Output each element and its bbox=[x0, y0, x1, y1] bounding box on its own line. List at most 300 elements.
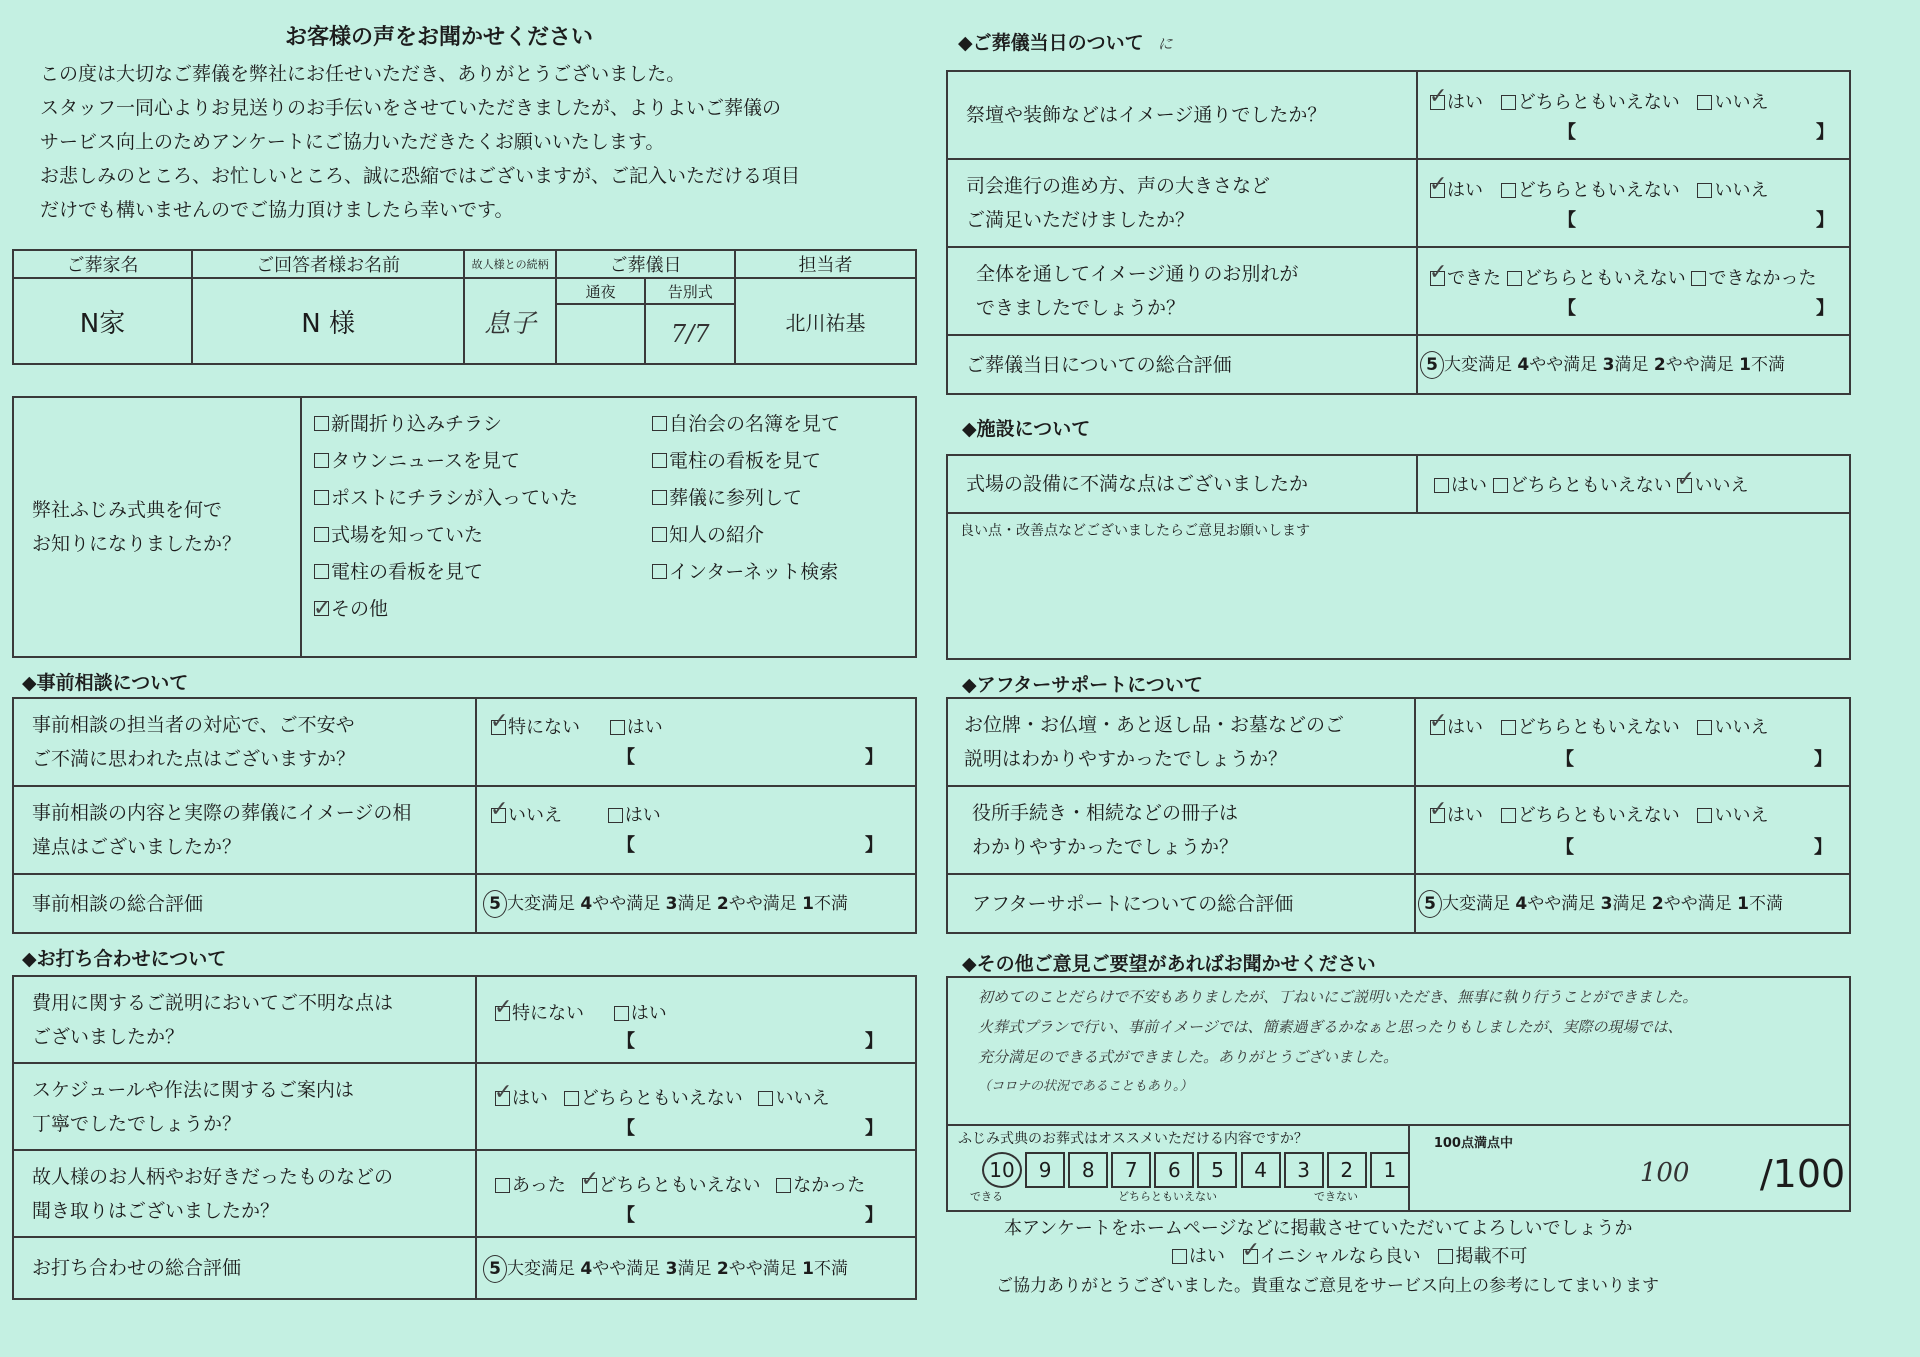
scale-5[interactable]: 5 bbox=[1197, 1152, 1237, 1188]
answer-option[interactable] bbox=[1501, 180, 1680, 201]
option-label: いいえ bbox=[1694, 475, 1749, 496]
rating-2[interactable]: 2 bbox=[1651, 894, 1664, 914]
checkbox-checked[interactable] bbox=[494, 994, 513, 1021]
option-label: どちらともいえない bbox=[1523, 268, 1686, 289]
option-label: 掲載不可 bbox=[1455, 1246, 1528, 1267]
checkbox[interactable] bbox=[1697, 720, 1712, 735]
question-line: ご満足いただけましたか？ bbox=[966, 209, 1195, 231]
staff-value: 北川祐基 bbox=[735, 278, 916, 364]
pre-consult-q2 bbox=[13, 786, 476, 874]
option-label: いいえ bbox=[1714, 717, 1769, 738]
source-table bbox=[12, 396, 917, 658]
checkbox[interactable] bbox=[758, 1091, 773, 1106]
checkbox[interactable] bbox=[564, 1091, 579, 1106]
check-mark-icon: ✓ bbox=[1429, 171, 1448, 197]
checkbox[interactable] bbox=[1697, 183, 1712, 198]
option-label: いいえ bbox=[1714, 92, 1769, 113]
answer-option[interactable] bbox=[1676, 466, 1749, 496]
answer-option[interactable] bbox=[1429, 259, 1501, 289]
question-line: ご不満に思われた点はございますか？ bbox=[32, 748, 356, 770]
rating-label: 不満 bbox=[1751, 355, 1785, 375]
option-label: いいえ bbox=[1714, 805, 1769, 826]
rating-5-circled[interactable] bbox=[1418, 890, 1442, 918]
source-option[interactable] bbox=[652, 480, 840, 517]
answer-option[interactable] bbox=[1434, 475, 1487, 496]
section-facility: ◆施設について bbox=[962, 418, 1091, 440]
section-day-label: ◆ご葬儀当日のついて bbox=[958, 32, 1144, 54]
checkbox[interactable] bbox=[1507, 271, 1522, 286]
section-other: ◆その他ご意見ご要望があればお聞かせください bbox=[962, 953, 1376, 975]
checkbox-checked[interactable] bbox=[490, 796, 509, 823]
scale-label-mid: どちらともいえない bbox=[1118, 1190, 1217, 1203]
rating-label: 不満 bbox=[814, 1258, 848, 1279]
option-label: 新聞折り込みチラシ bbox=[331, 413, 503, 435]
source-option[interactable] bbox=[314, 591, 578, 628]
option-label: いいえ bbox=[1714, 180, 1769, 201]
answer-option[interactable] bbox=[1697, 180, 1768, 201]
option-label: その他 bbox=[331, 598, 389, 620]
check-mark-icon: ✓ bbox=[1241, 1237, 1261, 1263]
score-label: 100点満点中 bbox=[1433, 1136, 1513, 1151]
scale-10-circled[interactable]: 10 bbox=[982, 1152, 1022, 1188]
checkbox-checked[interactable] bbox=[1241, 1237, 1261, 1264]
answer-option[interactable] bbox=[1429, 708, 1483, 738]
answer-option[interactable] bbox=[494, 1079, 548, 1109]
day-q2 bbox=[947, 159, 1417, 247]
option-label: どちらともいえない bbox=[580, 1088, 743, 1109]
source-question bbox=[13, 397, 301, 657]
answer-option[interactable] bbox=[1429, 796, 1483, 826]
pre-consult-rating bbox=[476, 874, 916, 933]
comment-line: 充分満足のできる式ができました。ありがとうございました。 bbox=[978, 1048, 1399, 1066]
meeting-q2 bbox=[13, 1063, 476, 1150]
rating-3[interactable]: 3 bbox=[1600, 894, 1613, 914]
farewell-value: 7/7 bbox=[645, 304, 735, 364]
scale-4[interactable]: 4 bbox=[1241, 1152, 1281, 1188]
checkbox[interactable] bbox=[610, 720, 625, 735]
check-mark-icon: ✓ bbox=[1429, 708, 1448, 734]
rating-1[interactable]: 1 bbox=[802, 894, 814, 914]
question-line: 役所手続き・相続などの冊子は bbox=[972, 802, 1239, 824]
checkbox[interactable] bbox=[1501, 808, 1516, 823]
checkbox-checked[interactable] bbox=[494, 1079, 513, 1106]
option-label: イニシャルなら良い bbox=[1259, 1246, 1421, 1267]
question-line: わかりやすかったでしょうか？ bbox=[972, 836, 1239, 858]
option-label: どちらともいえない bbox=[598, 1175, 761, 1196]
pre-consult-overall: 事前相談の総合評価 bbox=[13, 874, 476, 933]
check-mark-icon: ✓ bbox=[490, 708, 509, 734]
publish-option-initial[interactable] bbox=[1241, 1237, 1421, 1267]
rating-label: やや満足 bbox=[1527, 894, 1596, 914]
intro-line: スタッフ一同心よりお見送りのお手伝いをさせていただきましたが、よりよいご葬儀の bbox=[40, 97, 782, 119]
rating-label: 大変満足 bbox=[1444, 355, 1512, 375]
bracket-close: 】 bbox=[1816, 210, 1834, 231]
bracket-open: 【 bbox=[1558, 210, 1576, 231]
bracket-open: 【 bbox=[617, 835, 635, 856]
checkbox[interactable] bbox=[652, 416, 667, 431]
option-label: いいえ bbox=[775, 1088, 830, 1109]
answer-option[interactable] bbox=[776, 1175, 865, 1196]
checkbox[interactable] bbox=[1438, 1249, 1453, 1264]
bracket-open: 【 bbox=[617, 1031, 635, 1052]
rating-5-circled[interactable] bbox=[483, 1255, 507, 1283]
checkbox[interactable] bbox=[1697, 95, 1712, 110]
checkbox[interactable] bbox=[314, 564, 329, 579]
option-label: はい bbox=[1189, 1246, 1225, 1267]
meeting-table bbox=[12, 975, 917, 1300]
score-cell bbox=[1409, 1125, 1850, 1211]
rating-4[interactable]: 4 bbox=[580, 1258, 593, 1279]
answer-option[interactable] bbox=[564, 1088, 743, 1109]
answer-option[interactable] bbox=[494, 994, 584, 1024]
publish-option-yes[interactable] bbox=[1172, 1246, 1225, 1267]
rating-label: 満足 bbox=[677, 1258, 712, 1279]
staff-label: 担当者 bbox=[735, 250, 916, 278]
pre-consult-a2 bbox=[476, 786, 916, 874]
meeting-q3 bbox=[13, 1150, 476, 1237]
option-label: はい bbox=[630, 1003, 667, 1024]
option-label: 電柱の看板を見て bbox=[331, 561, 484, 583]
answer-option[interactable] bbox=[1501, 717, 1680, 738]
bracket-open: 【 bbox=[1558, 122, 1576, 143]
scale-7[interactable]: 7 bbox=[1111, 1152, 1151, 1188]
checkbox-checked[interactable] bbox=[580, 1166, 599, 1193]
scale-labels bbox=[948, 1188, 1408, 1202]
option-label: ポストにチラシが入っていた bbox=[331, 487, 579, 509]
bracket-close: 】 bbox=[1816, 298, 1834, 319]
meeting-a3 bbox=[476, 1150, 916, 1237]
answer-option[interactable] bbox=[608, 805, 661, 826]
option-label: はい bbox=[624, 805, 661, 826]
checkbox-checked[interactable] bbox=[1429, 171, 1448, 198]
meeting-overall: お打ち合わせの総合評価 bbox=[13, 1237, 476, 1299]
rating-5-circled[interactable] bbox=[483, 890, 507, 918]
bracket-open: 【 bbox=[1556, 749, 1574, 770]
check-mark-icon: ✓ bbox=[490, 796, 509, 822]
checkbox[interactable] bbox=[1172, 1249, 1187, 1264]
question-line: お位牌・お仏壇・あと返し品・お墓などのご bbox=[964, 714, 1345, 736]
question-line: 丁寧でしたでしょうか？ bbox=[32, 1112, 242, 1135]
meeting-a2 bbox=[476, 1063, 916, 1150]
option-label: はい bbox=[1447, 717, 1483, 738]
bracket-open: 【 bbox=[617, 1118, 635, 1139]
other-table bbox=[946, 976, 1851, 1212]
source-question-line: お知りになりましたか？ bbox=[32, 533, 242, 555]
option-label: 葬儀に参列して bbox=[669, 487, 803, 509]
rating-2[interactable]: 2 bbox=[716, 894, 729, 914]
after-a1 bbox=[1415, 698, 1850, 786]
checkbox[interactable] bbox=[495, 1178, 510, 1193]
answer-option[interactable] bbox=[490, 796, 562, 826]
day-a2 bbox=[1417, 159, 1850, 247]
info-table bbox=[12, 249, 917, 365]
scale-8[interactable]: 8 bbox=[1068, 1152, 1108, 1188]
day-overall: ご葬儀当日についての総合評価 bbox=[947, 335, 1417, 394]
rating-1[interactable]: 1 bbox=[1737, 894, 1749, 914]
option-label: 特にない bbox=[508, 717, 580, 738]
scale-3[interactable]: 3 bbox=[1284, 1152, 1324, 1188]
checkbox[interactable] bbox=[1501, 95, 1516, 110]
rating-label: やや満足 bbox=[1665, 355, 1734, 375]
option-label: あった bbox=[512, 1175, 566, 1196]
answer-option[interactable] bbox=[758, 1088, 829, 1109]
option-label: はい bbox=[1447, 805, 1483, 826]
question-line: 祭壇や装飾などはイメージ通りでしたか？ bbox=[966, 104, 1327, 126]
section-day bbox=[958, 28, 1173, 55]
section-meeting: ◆お打ち合わせについて bbox=[22, 948, 227, 970]
recommend-question: ふじみ式典のお葬式はオススメいただける内容ですか？ bbox=[958, 1131, 1308, 1147]
rating-label: 大変満足 bbox=[1442, 894, 1510, 914]
checkbox[interactable] bbox=[314, 527, 329, 542]
checkbox[interactable] bbox=[652, 453, 667, 468]
comment-line: 初めてのことだらけで不安もありましたが、丁ねいにご説明いただき、無事に執り行うことができました。 bbox=[978, 988, 1698, 1006]
bracket-open: 【 bbox=[1556, 837, 1574, 858]
day-q1 bbox=[947, 71, 1417, 159]
bracket-close: 】 bbox=[1816, 122, 1834, 143]
checkbox[interactable] bbox=[652, 527, 667, 542]
rating-label: 大変満足 bbox=[507, 894, 575, 914]
rating-4[interactable]: 4 bbox=[1517, 355, 1530, 375]
checkbox[interactable] bbox=[652, 490, 667, 505]
bracket-close: 】 bbox=[865, 747, 883, 768]
question-line: 司会進行の進め方、声の大きさなど bbox=[966, 175, 1271, 197]
checkbox-checked[interactable] bbox=[1676, 466, 1695, 493]
checkbox-checked[interactable] bbox=[1429, 259, 1448, 286]
score-max: /100 bbox=[1759, 1152, 1846, 1196]
checkbox[interactable] bbox=[314, 416, 329, 431]
question-line: 聞き取りはございましたか？ bbox=[32, 1199, 280, 1222]
check-mark-icon: ✓ bbox=[1676, 466, 1695, 492]
rating-3[interactable]: 3 bbox=[1602, 355, 1615, 375]
rating-label: 不満 bbox=[1749, 894, 1783, 914]
day-q3 bbox=[947, 247, 1417, 335]
answer-option[interactable] bbox=[1697, 717, 1768, 738]
option-label: どちらともいえない bbox=[1517, 180, 1680, 201]
answer-option[interactable] bbox=[1429, 171, 1483, 201]
pre-consult-table bbox=[12, 697, 917, 934]
option-label: どちらともいえない bbox=[1517, 805, 1680, 826]
checkbox[interactable] bbox=[1697, 808, 1712, 823]
rating-label: 満足 bbox=[677, 894, 712, 914]
answer-option[interactable] bbox=[495, 1175, 566, 1196]
checkbox[interactable] bbox=[614, 1006, 629, 1021]
option-label: 自治会の名簿を見て bbox=[669, 413, 841, 435]
rating-2[interactable]: 2 bbox=[716, 1258, 729, 1279]
source-option[interactable] bbox=[652, 443, 840, 480]
rating-2[interactable]: 2 bbox=[1653, 355, 1666, 375]
checkbox-checked[interactable] bbox=[1429, 796, 1448, 823]
meeting-q1 bbox=[13, 976, 476, 1063]
bracket-open: 【 bbox=[1558, 298, 1576, 319]
question-line: 違点はございましたか？ bbox=[32, 836, 242, 858]
rating-4[interactable]: 4 bbox=[1515, 894, 1528, 914]
check-mark-icon: ✓ bbox=[494, 1079, 513, 1105]
checkbox[interactable] bbox=[1493, 478, 1508, 493]
check-mark-icon: ✓ bbox=[313, 596, 332, 621]
respondent-value: N 様 bbox=[192, 278, 464, 364]
after-table bbox=[946, 697, 1851, 934]
checkbox[interactable] bbox=[776, 1178, 791, 1193]
rating-label: 満足 bbox=[1614, 355, 1649, 375]
publish-option-no[interactable] bbox=[1438, 1246, 1527, 1267]
check-mark-icon: ✓ bbox=[494, 994, 513, 1020]
source-option[interactable] bbox=[652, 554, 840, 591]
scale-9[interactable]: 9 bbox=[1025, 1152, 1065, 1188]
option-label: どちらともいえない bbox=[1517, 92, 1680, 113]
answer-option[interactable] bbox=[490, 708, 580, 738]
rating-label: やや満足 bbox=[1529, 355, 1598, 375]
answer-option[interactable] bbox=[1691, 268, 1816, 289]
bracket-close: 】 bbox=[865, 1205, 883, 1226]
day-table bbox=[946, 70, 1851, 395]
comment-line: （コロナの状況であることもあり。） bbox=[978, 1079, 1193, 1094]
source-option[interactable] bbox=[652, 517, 840, 554]
rating-1[interactable]: 1 bbox=[802, 1258, 814, 1279]
option-label: インターネット検索 bbox=[669, 561, 839, 583]
rating-4[interactable]: 4 bbox=[580, 894, 593, 914]
day-a1 bbox=[1417, 71, 1850, 159]
rating-label: やや満足 bbox=[592, 1258, 661, 1279]
survey-title: お客様の声をお聞かせください bbox=[285, 25, 594, 50]
answer-option[interactable] bbox=[610, 717, 663, 738]
option-label: はい bbox=[1447, 180, 1483, 201]
option-label: いいえ bbox=[508, 805, 562, 826]
rating-label: やや満足 bbox=[592, 894, 661, 914]
after-overall: アフターサポートについての総合評価 bbox=[947, 874, 1415, 933]
rating-number: 5 bbox=[489, 894, 501, 914]
scale-1[interactable]: 1 bbox=[1370, 1152, 1410, 1188]
after-rating bbox=[1415, 874, 1850, 933]
rating-label: やや満足 bbox=[728, 1258, 797, 1279]
scale-label-left: できる bbox=[970, 1190, 1003, 1203]
bracket-close: 】 bbox=[865, 835, 883, 856]
question-line: できましたでしょうか？ bbox=[976, 297, 1186, 319]
intro-text bbox=[40, 57, 920, 227]
facility-a1 bbox=[1417, 455, 1850, 513]
rating-label: やや満足 bbox=[1663, 894, 1732, 914]
rating-number: 5 bbox=[1424, 894, 1436, 914]
source-option[interactable] bbox=[314, 517, 578, 554]
scale-6[interactable]: 6 bbox=[1154, 1152, 1194, 1188]
rating-label: やや満足 bbox=[728, 894, 797, 914]
checkbox-checked[interactable] bbox=[1429, 708, 1448, 735]
source-option[interactable] bbox=[652, 406, 840, 443]
section-pre-consult: ◆事前相談について bbox=[22, 672, 189, 694]
facility-q1: 式場の設備に不満な点はございましたか bbox=[947, 455, 1417, 513]
question-line: 事前相談の担当者の対応で、ご不安や bbox=[32, 714, 355, 736]
family-label: ご葬家名 bbox=[13, 250, 192, 278]
answer-option[interactable] bbox=[1501, 805, 1680, 826]
scale-label-right: できない bbox=[1314, 1190, 1358, 1203]
option-label: どちらともいえない bbox=[1509, 475, 1672, 496]
question-line: 費用に関するご説明においてご不明な点は bbox=[32, 991, 394, 1014]
checkbox[interactable] bbox=[314, 453, 329, 468]
source-question-line: 弊社ふじみ式典を何で bbox=[32, 499, 223, 521]
checkbox-checked[interactable] bbox=[313, 596, 332, 621]
checkbox[interactable] bbox=[608, 808, 623, 823]
source-option[interactable] bbox=[314, 554, 578, 591]
wake-value bbox=[556, 304, 646, 364]
facility-comment-box[interactable] bbox=[947, 513, 1850, 659]
option-label: なかった bbox=[793, 1175, 866, 1196]
option-label: できなかった bbox=[1708, 268, 1817, 289]
rating-number: 5 bbox=[489, 1258, 501, 1279]
relation-label: 故人様との続柄 bbox=[464, 250, 556, 278]
checkbox-checked[interactable] bbox=[1429, 83, 1448, 110]
option-label: どちらともいえない bbox=[1517, 717, 1680, 738]
answer-option[interactable] bbox=[1429, 83, 1483, 113]
checkbox-checked[interactable] bbox=[490, 708, 509, 735]
source-options bbox=[301, 397, 916, 657]
rating-3[interactable]: 3 bbox=[665, 894, 678, 914]
option-label: はい bbox=[626, 717, 663, 738]
bracket-close: 】 bbox=[1814, 749, 1832, 770]
checkbox[interactable] bbox=[314, 490, 329, 505]
recommend-cell bbox=[947, 1125, 1409, 1211]
source-option[interactable] bbox=[314, 480, 578, 517]
check-mark-icon: ✓ bbox=[1429, 796, 1448, 822]
score-value[interactable]: 100 bbox=[1639, 1158, 1690, 1188]
rating-3[interactable]: 3 bbox=[665, 1258, 678, 1279]
checkbox[interactable] bbox=[1434, 478, 1449, 493]
facility-table bbox=[946, 454, 1851, 660]
checkbox[interactable] bbox=[652, 564, 667, 579]
section-after: ◆アフターサポートについて bbox=[962, 674, 1203, 696]
bracket-close: 】 bbox=[865, 1031, 883, 1052]
answer-option[interactable] bbox=[580, 1166, 761, 1196]
question-line: 故人様のお人柄やお好きだったものなどの bbox=[32, 1165, 394, 1188]
rating-1[interactable]: 1 bbox=[1739, 355, 1751, 375]
checkbox[interactable] bbox=[1501, 183, 1516, 198]
bracket-open: 【 bbox=[617, 1205, 635, 1226]
handwritten-note: に bbox=[1157, 35, 1173, 53]
facility-comment-label: 良い点・改善点などございましたらご意見お願いします bbox=[960, 523, 1310, 539]
answer-option[interactable] bbox=[1493, 475, 1672, 496]
checkbox[interactable] bbox=[1501, 720, 1516, 735]
thanks-text: ご協力ありがとうございました。貴重なご意見をサービス向上の参考にしてまいります bbox=[996, 1276, 1659, 1296]
answer-option[interactable] bbox=[1697, 92, 1768, 113]
publish-question: 本アンケートをホームページなどに掲載させていただいてよろしいでしょうか bbox=[1004, 1218, 1633, 1239]
checkbox[interactable] bbox=[1691, 271, 1706, 286]
question-line: スケジュールや作法に関するご案内は bbox=[32, 1078, 354, 1101]
source-option[interactable] bbox=[314, 443, 578, 480]
intro-line: お悲しみのところ、お忙しいところ、誠に恐縮ではございますが、ご記入いただける項目 bbox=[40, 165, 801, 187]
other-comment-box[interactable] bbox=[947, 977, 1850, 1125]
check-mark-icon: ✓ bbox=[1429, 259, 1448, 285]
answer-option[interactable] bbox=[1501, 92, 1680, 113]
question-line: 事前相談の内容と実際の葬儀にイメージの相 bbox=[32, 802, 412, 824]
pre-consult-a1 bbox=[476, 698, 916, 786]
rating-label: 大変満足 bbox=[507, 1258, 575, 1279]
answer-option[interactable] bbox=[1697, 805, 1768, 826]
answer-option[interactable] bbox=[614, 1003, 667, 1024]
source-option[interactable] bbox=[314, 406, 578, 443]
scale-2[interactable]: 2 bbox=[1327, 1152, 1367, 1188]
rating-label: 不満 bbox=[814, 894, 848, 914]
meeting-rating bbox=[476, 1237, 916, 1299]
answer-option[interactable] bbox=[1507, 268, 1686, 289]
publish-options bbox=[1172, 1237, 1528, 1268]
rating-5-circled[interactable] bbox=[1420, 351, 1444, 379]
bracket-close: 】 bbox=[1814, 837, 1832, 858]
option-label: 式場を知っていた bbox=[331, 524, 484, 546]
question-line: 説明はわかりやすかったでしょうか？ bbox=[964, 748, 1288, 770]
day-a3 bbox=[1417, 247, 1850, 335]
comment-line: 火葬式プランで行い、事前イメージでは、簡素過ぎるかなぁと思ったりもしましたが、実際の現場では、 bbox=[978, 1018, 1683, 1036]
wake-label: 通夜 bbox=[556, 278, 646, 304]
meeting-a1 bbox=[476, 976, 916, 1063]
respondent-label: ご回答者様お名前 bbox=[192, 250, 464, 278]
